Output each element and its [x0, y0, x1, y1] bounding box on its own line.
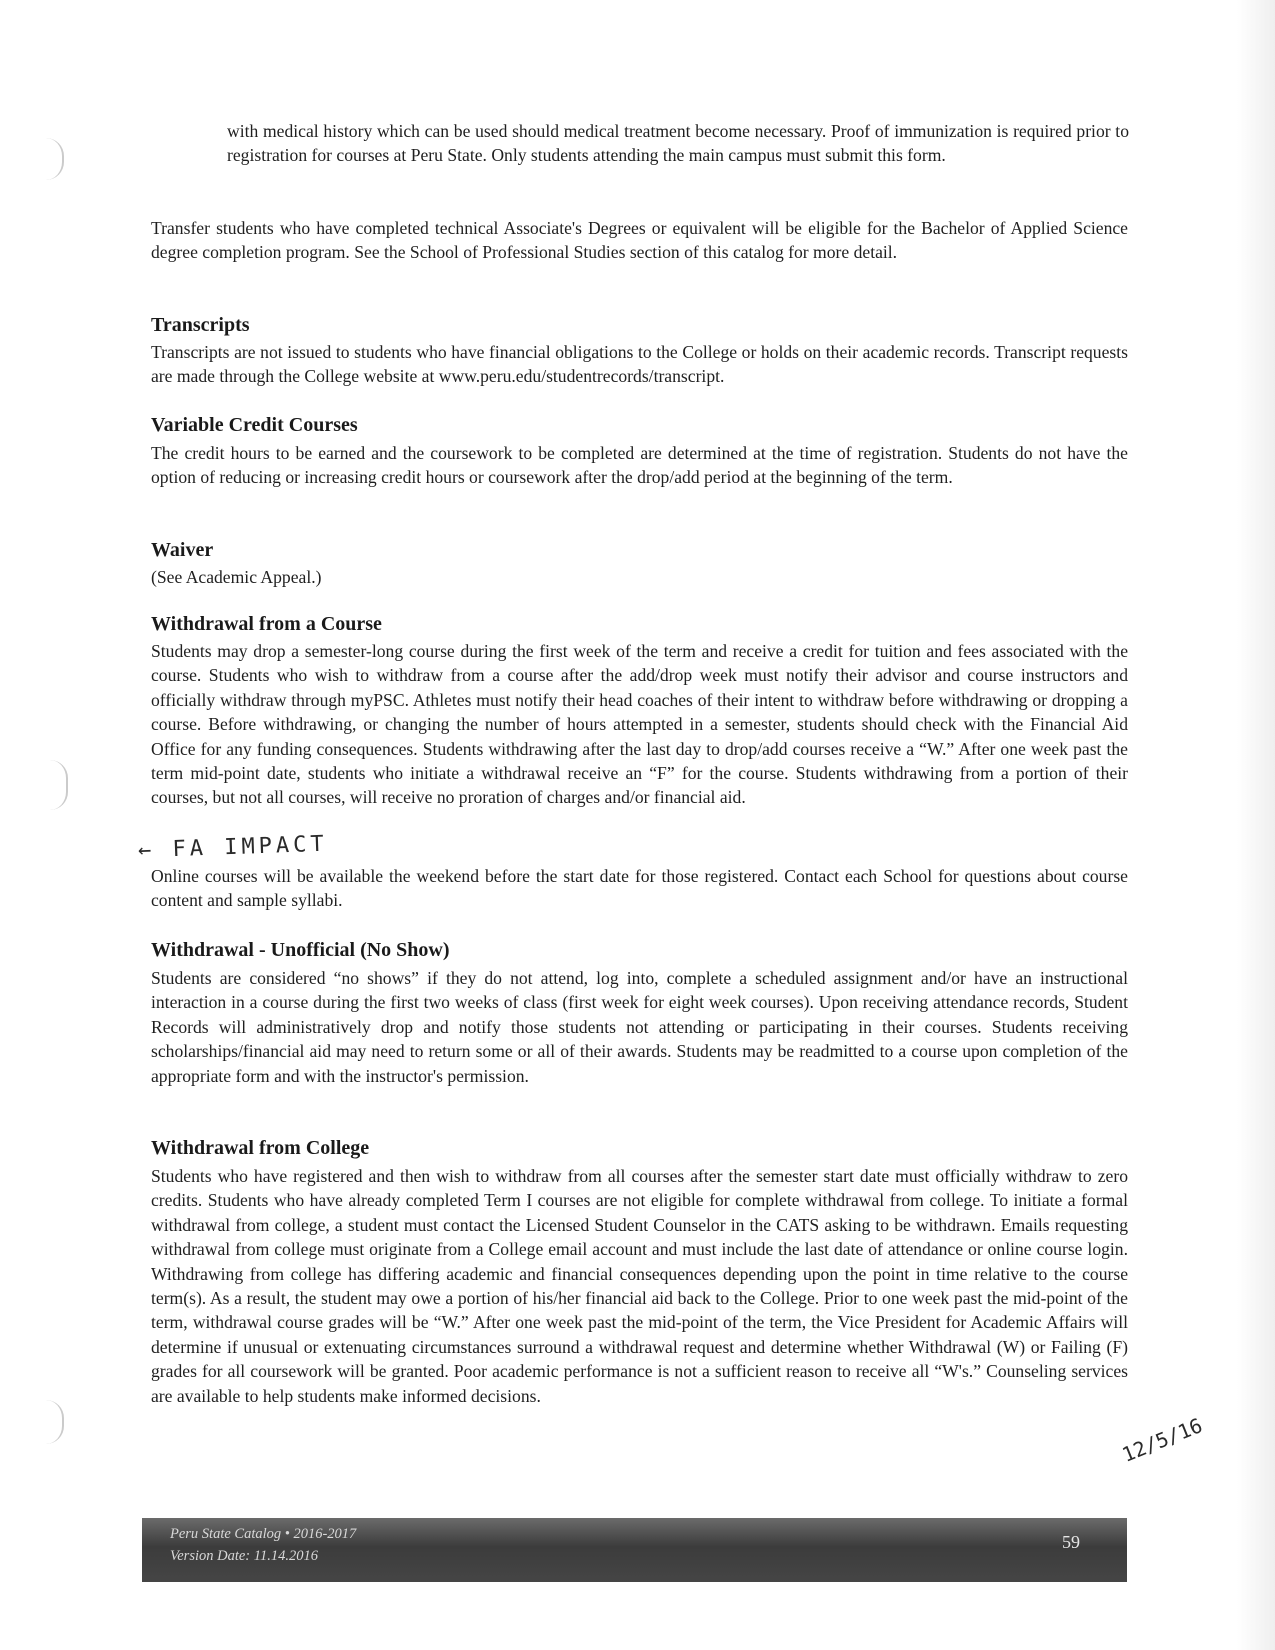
variable-credit-heading: Variable Credit Courses: [151, 414, 358, 436]
withdrawal-unofficial-paragraph: Students are considered “no shows” if they do not attend, log into, complete a scheduled assignment and/or have an instructional interaction in a course during the first two weeks of class (first week for eight week courses). Upon receiving attendance records, Student Records will administratively drop and notify those students not attending or participating in their courses. Students receiving scholarships/financial aid may need to return some or all of their awards. Students may be readmitted to a course upon completion of the appropriate form and with the instructor's permission.: [151, 968, 1128, 1086]
withdrawal-course-heading: Withdrawal from a Course: [151, 613, 382, 635]
online-courses-paragraph: Online courses will be available the weekend before the start date for those registered. Contact each School for questions about course content and sample syllabi.: [151, 866, 1128, 911]
handwritten-date: 12/5/16: [1118, 1413, 1206, 1467]
withdrawal-unofficial-heading: Withdrawal - Unofficial (No Show): [151, 939, 450, 961]
withdrawal-college-heading: Withdrawal from College: [151, 1137, 370, 1159]
transcripts-paragraph: Transcripts are not issued to students who have financial obligations to the College or holds on their academic records. Transcript requests are made through the College website at www.peru.edu/studentrecords/transcript.: [151, 342, 1128, 387]
scan-punch-mark-bottom: [36, 1400, 64, 1444]
transcripts-heading: Transcripts: [151, 314, 250, 336]
withdrawal-college-paragraph: Students who have registered and then wish to withdraw from all courses after the semester start date must officially withdraw to zero credits. Students who have already completed Term I courses are not eligible for complete withdrawal from college. To initiate a formal withdrawal from college, a student must contact the Licensed Student Counselor in the CATS asking to be withdrawn. Emails requesting withdrawal from college must originate from a College email account and must include the last date of attendance or online course login. Withdrawing from college has differing academic and financial consequences depending upon the point in time relative to the course term(s). As a result, the student may owe a portion of his/her financial aid back to the College. Prior to one week past the mid-point of the term, withdrawal course grades will be “W.” After one week past the mid-point of the term, the Vice President for Academic Affairs will determine if unusual or extenuating circumstances surround a withdrawal request and determine whether Withdrawal (W) or Failing (F) grades for all coursework will be granted. Poor academic performance is not a sufficient reason to receive all “W's.” Counseling services are available to help students make informed decisions.: [151, 1166, 1128, 1406]
waiver-heading: Waiver: [151, 539, 214, 561]
handwritten-fa-impact-note: ← FA IMPACT: [137, 831, 329, 864]
page-number: 59: [1062, 1532, 1080, 1552]
variable-credit-paragraph: The credit hours to be earned and the coursework to be completed are determined at the time of registration. Students do not have the option of reducing or increasing credit hours or coursework after the drop/add period at the beginning of the term.: [151, 443, 1128, 488]
withdrawal-course-paragraph: Students may drop a semester-long course during the first week of the term and receive a credit for tuition and fees associated with the course. Students who wish to withdraw from a course after the add/drop week must notify their advisor and course instructors and officially withdraw through myPSC. Athletes must notify their head coaches of their intent to withdraw before withdrawing or dropping a course. Before withdrawing, or changing the number of hours attempted in a semester, students should check with the Financial Aid Office for any funding consequences. Students withdrawing after the last day to drop/add courses receive a “W.” After one week past the term mid-point date, students who initiate a withdrawal receive an “F” for the course. Students withdrawing from a portion of their courses, but not all courses, will receive no proration of charges and/or financial aid.: [151, 641, 1128, 808]
scan-punch-mark-middle: [40, 760, 68, 810]
scan-shadow-edge: [1237, 0, 1275, 1650]
transfer-students-paragraph: Transfer students who have completed technical Associate's Degrees or equivalent will be eligible for the Bachelor of Applied Science degree completion program. See the School of Professional Studies section of this catalog for more detail.: [151, 218, 1128, 263]
footer-catalog-title: Peru State Catalog • 2016-2017: [170, 1526, 357, 1542]
immunization-paragraph: with medical history which can be used should medical treatment become necessary. Proof of immunization is required prior to registration for courses at Peru State. Only students attending the main campus must submit this form.: [227, 121, 1129, 166]
footer-version-date: Version Date: 11.14.2016: [170, 1548, 318, 1564]
scan-punch-mark-top: [36, 138, 64, 180]
waiver-paragraph: (See Academic Appeal.): [151, 567, 322, 587]
